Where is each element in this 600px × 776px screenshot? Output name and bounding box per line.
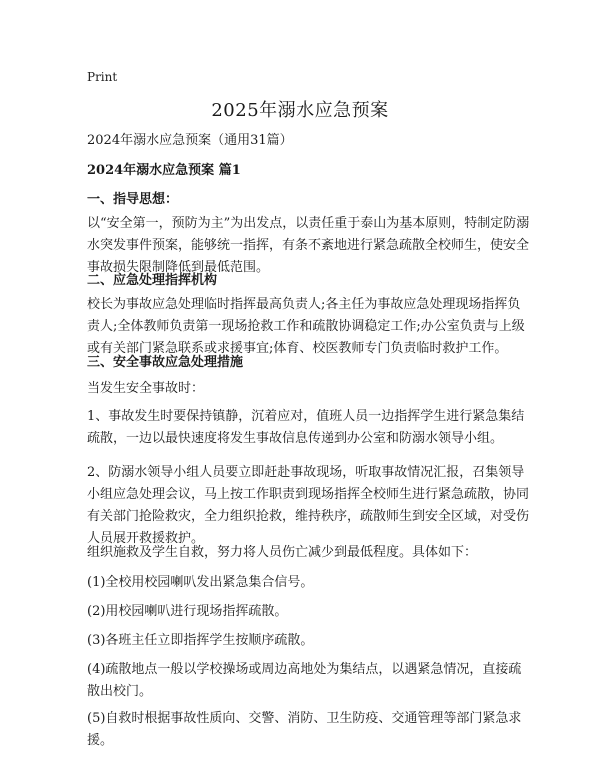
paragraph-command-structure: 校长为事故应急处理临时指挥最高负责人;各主任为事故应急处理现场指挥负责人;全体教师负责第一现场抢救工作和疏散协调稳定工作;办公室负责与上级或有关部门紧急联系或求援事宜;体育、校医教师专门负责临时救护工作。 xyxy=(87,297,525,356)
document-title: 2025年溺水应急预案 xyxy=(211,100,389,121)
paragraph-guiding-ideology: 以“安全第一，预防为主”为出发点，以责任重于泰山为基本原则，特制定防溺水突发事件预案，能够统一指挥，有条不紊地进行紧急疏散全校师生，使安全事故损失限制降低到最低范围。 xyxy=(87,216,530,275)
list-item-1: (1)全校用校园喇叭发出紧急集合信号。 xyxy=(87,575,314,590)
paragraph-item-1: 1、事故发生时要保持镇静，沉着应对，值班人员一边指挥学生进行紧急集结疏散，一边以最快速度将发生事故信息传递到办公室和防溺水领导小组。 xyxy=(87,409,525,446)
section-title: 2024年溺水应急预案 篇1 xyxy=(87,163,241,178)
heading-guiding-ideology: 一、指导思想： xyxy=(87,192,179,207)
list-item-4: (4)疏散地点一般以学校操场或周边高地处为集结点，以遇紧急情况，直接疏散出校门。 xyxy=(87,662,522,699)
document-subtitle: 2024年溺水应急预案（通用31篇） xyxy=(87,133,293,148)
list-item-2: (2)用校园喇叭进行现场指挥疏散。 xyxy=(87,604,288,619)
paragraph-organize-rescue: 组织施救及学生自救，努力将人员伤亡减少到最低程度。具体如下： xyxy=(87,545,478,560)
heading-measures: 三、安全事故应急处理措施 xyxy=(87,355,244,370)
list-item-5: (5)自救时根据事故性质向、交警、消防、卫生防疫、交通管理等部门紧急求援。 xyxy=(87,711,522,748)
print-label: Print xyxy=(87,70,118,84)
list-item-3: (3)各班主任立即指挥学生按顺序疏散。 xyxy=(87,633,314,648)
paragraph-item-2: 2、防溺水领导小组人员要立即赶赴事故现场，听取事故情况汇报，召集领导小组应急处理会议，马上按工作职责到现场指挥全校师生进行紧急疏散，协同有关部门抢险救灾，全力组织抢救，维持秩序，疏散师生到安全区域，对受伤人员展开救援救护。 xyxy=(87,465,530,546)
heading-command-structure: 二、应急处理指挥机构 xyxy=(87,273,218,288)
paragraph-when-accident: 当发生安全事故时： xyxy=(87,381,205,396)
